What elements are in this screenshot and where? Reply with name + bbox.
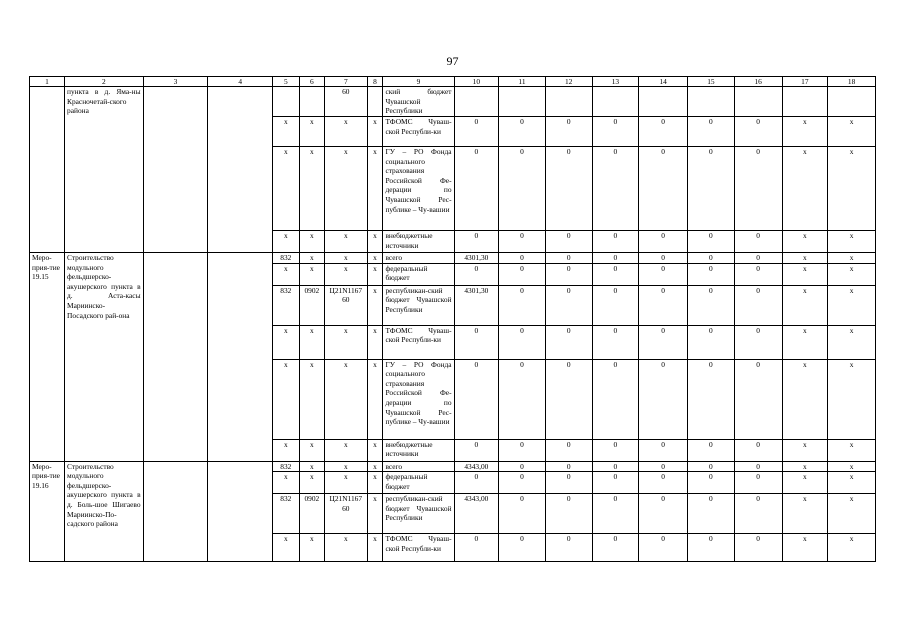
grbs-code: x xyxy=(273,439,300,461)
participant-cell xyxy=(208,253,273,462)
year-value: 0 xyxy=(688,494,735,534)
funding-source: всего xyxy=(383,253,454,264)
expense-type-code: x xyxy=(367,325,383,359)
year-value: 0 xyxy=(688,439,735,461)
year-value: 0 xyxy=(499,439,546,461)
year-value: 0 xyxy=(592,472,639,494)
grbs-code: x xyxy=(273,534,300,562)
year-value: 0 xyxy=(639,147,688,231)
year-value: 0 xyxy=(545,147,592,231)
year-value: 0 xyxy=(499,534,546,562)
year-value: 0 xyxy=(639,534,688,562)
target-article-code: x xyxy=(325,117,367,147)
year-value: x xyxy=(782,117,828,147)
grbs-code: 832 xyxy=(273,494,300,534)
year-value: 0 xyxy=(688,117,735,147)
year-value: 0 xyxy=(499,494,546,534)
year-value: 0 xyxy=(688,231,735,253)
year-value: 4343,00 xyxy=(454,494,499,534)
year-value: 0 xyxy=(592,263,639,285)
year-value: 0 xyxy=(499,117,546,147)
table-row xyxy=(30,87,876,117)
year-value: x xyxy=(782,359,828,439)
year-value: x xyxy=(828,359,876,439)
year-value: x xyxy=(828,461,876,472)
year-value: 0 xyxy=(592,359,639,439)
funding-source: ТФОМС Чуваш-ской Республи-ки xyxy=(383,534,454,562)
participant-cell xyxy=(208,87,273,253)
year-value: 0 xyxy=(688,253,735,264)
header-cell: 10 xyxy=(454,77,499,87)
year-value: 0 xyxy=(688,461,735,472)
year-value: x xyxy=(828,285,876,325)
grbs-code: x xyxy=(273,325,300,359)
grbs-code: x xyxy=(273,263,300,285)
year-value: x xyxy=(828,325,876,359)
year-value: 0 xyxy=(545,439,592,461)
funding-source: ГУ – РО Фонда социального страхования Российской Фе-дерации по Чувашской Рес-публике – Чу-вашии xyxy=(383,147,454,231)
year-value: 0 xyxy=(688,325,735,359)
year-value: 0 xyxy=(639,325,688,359)
year-value: 0 xyxy=(499,285,546,325)
expense-type-code: x xyxy=(367,285,383,325)
expense-type-code: x xyxy=(367,439,383,461)
year-value: x xyxy=(782,439,828,461)
year-value: 0 xyxy=(734,359,782,439)
target-article-code: x xyxy=(325,439,367,461)
funding-source: ТФОМС Чуваш-ской Республи-ки xyxy=(383,325,454,359)
header-row xyxy=(30,77,876,87)
target-article-code: x xyxy=(325,472,367,494)
year-value: 0 xyxy=(454,359,499,439)
section-code: x xyxy=(299,472,324,494)
year-value: 0 xyxy=(688,285,735,325)
year-value: 0 xyxy=(688,472,735,494)
year-value: 0 xyxy=(592,117,639,147)
year-value: 4301,30 xyxy=(454,285,499,325)
year-value: 0 xyxy=(639,359,688,439)
year-value xyxy=(499,87,546,117)
year-value: 0 xyxy=(639,439,688,461)
year-value: 0 xyxy=(734,325,782,359)
header-cell: 4 xyxy=(208,77,273,87)
section-code: x xyxy=(299,117,324,147)
page-number: 97 xyxy=(446,54,459,68)
grbs-code: x xyxy=(273,117,300,147)
section-code: 0902 xyxy=(299,494,324,534)
expense-type-code: x xyxy=(367,263,383,285)
year-value: 0 xyxy=(454,534,499,562)
header-cell: 7 xyxy=(325,77,367,87)
funding-source: федеральный бюджет xyxy=(383,472,454,494)
funding-source: ТФОМС Чуваш-ской Республи-ки xyxy=(383,117,454,147)
year-value: 0 xyxy=(639,253,688,264)
header-cell: 17 xyxy=(782,77,828,87)
year-value: x xyxy=(782,494,828,534)
grbs-code: x xyxy=(273,472,300,494)
target-article-code: x xyxy=(325,263,367,285)
year-value: 0 xyxy=(639,263,688,285)
year-value: 0 xyxy=(592,231,639,253)
target-article-code: x xyxy=(325,325,367,359)
year-value: 0 xyxy=(454,147,499,231)
section-code: x xyxy=(299,461,324,472)
year-value: 0 xyxy=(499,253,546,264)
year-value: x xyxy=(828,534,876,562)
year-value: 0 xyxy=(734,117,782,147)
header-cell: 13 xyxy=(592,77,639,87)
year-value: 0 xyxy=(734,231,782,253)
target-article-code: Ц21N1167 60 xyxy=(325,494,367,534)
year-value: x xyxy=(782,325,828,359)
year-value: 0 xyxy=(545,534,592,562)
year-value: 0 xyxy=(688,147,735,231)
grbs-code: x xyxy=(273,359,300,439)
year-value: 0 xyxy=(639,231,688,253)
section-code: 0902 xyxy=(299,285,324,325)
header-cell: 11 xyxy=(499,77,546,87)
year-value xyxy=(734,87,782,117)
grbs-code: 832 xyxy=(273,253,300,264)
section-code: x xyxy=(299,147,324,231)
expense-type-code: x xyxy=(367,253,383,264)
measure-title: пункта в д. Яма-ны Красночетай-ского района xyxy=(65,87,144,253)
header-cell: 18 xyxy=(828,77,876,87)
target-article-code: x xyxy=(325,461,367,472)
header-cell: 2 xyxy=(65,77,144,87)
header-cell: 15 xyxy=(688,77,735,87)
participant-cell xyxy=(208,461,273,562)
year-value: 0 xyxy=(545,472,592,494)
year-value: 0 xyxy=(734,472,782,494)
year-value: 0 xyxy=(545,231,592,253)
year-value: 4301,30 xyxy=(454,253,499,264)
year-value: x xyxy=(782,147,828,231)
measure-number xyxy=(30,87,65,253)
funding-source: республикан-ский бюджет Чувашской Республики xyxy=(383,494,454,534)
year-value: 0 xyxy=(592,534,639,562)
year-value xyxy=(782,87,828,117)
year-value: 0 xyxy=(639,285,688,325)
year-value: x xyxy=(828,231,876,253)
target-article-code: Ц21N1167 60 xyxy=(325,285,367,325)
year-value: 0 xyxy=(454,472,499,494)
year-value: x xyxy=(828,253,876,264)
executor-cell xyxy=(143,253,208,462)
target-article-code: x xyxy=(325,359,367,439)
funding-source: федеральный бюджет xyxy=(383,263,454,285)
year-value: 0 xyxy=(639,472,688,494)
year-value: 0 xyxy=(499,231,546,253)
year-value: 0 xyxy=(499,461,546,472)
year-value: 0 xyxy=(734,147,782,231)
expense-type-code: x xyxy=(367,231,383,253)
target-article-code: x xyxy=(325,253,367,264)
grbs-code xyxy=(273,87,300,117)
year-value: x xyxy=(782,253,828,264)
year-value: 0 xyxy=(592,253,639,264)
year-value: 0 xyxy=(545,253,592,264)
year-value: 0 xyxy=(734,253,782,264)
year-value xyxy=(639,87,688,117)
executor-cell xyxy=(143,87,208,253)
budget-table xyxy=(29,76,876,562)
year-value: 0 xyxy=(734,494,782,534)
measure-title: Строительство модульного фельдшерско-акушерского пункта в д. Аста-касы Мариинско-Посадского рай-она xyxy=(65,253,144,462)
year-value: 0 xyxy=(639,117,688,147)
year-value: 0 xyxy=(734,534,782,562)
year-value: 0 xyxy=(734,439,782,461)
year-value: x xyxy=(782,461,828,472)
expense-type-code: x xyxy=(367,359,383,439)
year-value: 0 xyxy=(545,325,592,359)
year-value xyxy=(688,87,735,117)
expense-type-code: x xyxy=(367,147,383,231)
target-article-code: x xyxy=(325,147,367,231)
section-code: x xyxy=(299,325,324,359)
year-value: 0 xyxy=(639,461,688,472)
year-value: 0 xyxy=(592,494,639,534)
target-article-code: 60 xyxy=(325,87,367,117)
year-value: x xyxy=(828,494,876,534)
section-code: x xyxy=(299,263,324,285)
year-value: 0 xyxy=(639,494,688,534)
grbs-code: 832 xyxy=(273,285,300,325)
expense-type-code xyxy=(367,87,383,117)
year-value: x xyxy=(828,263,876,285)
year-value: x xyxy=(828,439,876,461)
year-value: x xyxy=(828,147,876,231)
year-value: 0 xyxy=(545,263,592,285)
header-cell: 9 xyxy=(383,77,454,87)
year-value: x xyxy=(782,534,828,562)
table-row xyxy=(30,461,876,472)
year-value: 0 xyxy=(734,461,782,472)
section-code: x xyxy=(299,231,324,253)
year-value: 0 xyxy=(545,461,592,472)
year-value: 0 xyxy=(592,285,639,325)
year-value: 0 xyxy=(499,147,546,231)
expense-type-code: x xyxy=(367,494,383,534)
grbs-code: x xyxy=(273,147,300,231)
funding-source: ский бюджет Чувашской Республики xyxy=(383,87,454,117)
year-value: 0 xyxy=(734,285,782,325)
year-value: x xyxy=(828,472,876,494)
header-cell: 12 xyxy=(545,77,592,87)
funding-source: внебюджетные источники xyxy=(383,439,454,461)
section-code: x xyxy=(299,439,324,461)
expense-type-code: x xyxy=(367,461,383,472)
year-value: 0 xyxy=(592,439,639,461)
year-value: 0 xyxy=(545,117,592,147)
header-cell: 5 xyxy=(273,77,300,87)
grbs-code: x xyxy=(273,231,300,253)
year-value: 0 xyxy=(688,534,735,562)
header-cell: 1 xyxy=(30,77,65,87)
year-value: 4343,00 xyxy=(454,461,499,472)
expense-type-code: x xyxy=(367,117,383,147)
measure-number: Меро-прия-тие 19.15 xyxy=(30,253,65,462)
year-value xyxy=(828,87,876,117)
year-value: 0 xyxy=(545,359,592,439)
year-value: 0 xyxy=(545,494,592,534)
section-code: x xyxy=(299,534,324,562)
section-code: x xyxy=(299,253,324,264)
year-value: 0 xyxy=(454,231,499,253)
year-value: 0 xyxy=(454,117,499,147)
year-value: x xyxy=(782,472,828,494)
target-article-code: x xyxy=(325,534,367,562)
year-value: x xyxy=(828,117,876,147)
executor-cell xyxy=(143,461,208,562)
funding-source: ГУ – РО Фонда социального страхования Российской Фе-дерации по Чувашской Рес-публике – Чу-вашии xyxy=(383,359,454,439)
year-value: 0 xyxy=(499,325,546,359)
grbs-code: 832 xyxy=(273,461,300,472)
measure-title: Строительство модульного фельдшерско-акушерского пункта в д. Боль-шое Шигаево Мариинско-По-садского района xyxy=(65,461,144,562)
header-cell: 3 xyxy=(143,77,208,87)
year-value: 0 xyxy=(592,461,639,472)
header-cell: 16 xyxy=(734,77,782,87)
year-value: 0 xyxy=(454,439,499,461)
section-code: x xyxy=(299,359,324,439)
year-value: 0 xyxy=(688,263,735,285)
section-code xyxy=(299,87,324,117)
header-cell: 14 xyxy=(639,77,688,87)
funding-source: всего xyxy=(383,461,454,472)
year-value: 0 xyxy=(499,263,546,285)
measure-number: Меро-прия-тие 19.16 xyxy=(30,461,65,562)
year-value: 0 xyxy=(592,325,639,359)
target-article-code: x xyxy=(325,231,367,253)
year-value: 0 xyxy=(499,359,546,439)
funding-source: внебюджетные источники xyxy=(383,231,454,253)
year-value xyxy=(545,87,592,117)
expense-type-code: x xyxy=(367,534,383,562)
year-value: 0 xyxy=(454,263,499,285)
year-value: 0 xyxy=(454,325,499,359)
year-value: 0 xyxy=(545,285,592,325)
year-value xyxy=(454,87,499,117)
year-value: 0 xyxy=(499,472,546,494)
year-value: 0 xyxy=(592,147,639,231)
year-value: 0 xyxy=(734,263,782,285)
expense-type-code: x xyxy=(367,472,383,494)
year-value: x xyxy=(782,263,828,285)
funding-source: республикан-ский бюджет Чувашской Республики xyxy=(383,285,454,325)
year-value: x xyxy=(782,231,828,253)
table-row xyxy=(30,253,876,264)
year-value: 0 xyxy=(688,359,735,439)
header-cell: 6 xyxy=(299,77,324,87)
year-value xyxy=(592,87,639,117)
header-cell: 8 xyxy=(367,77,383,87)
year-value: x xyxy=(782,285,828,325)
